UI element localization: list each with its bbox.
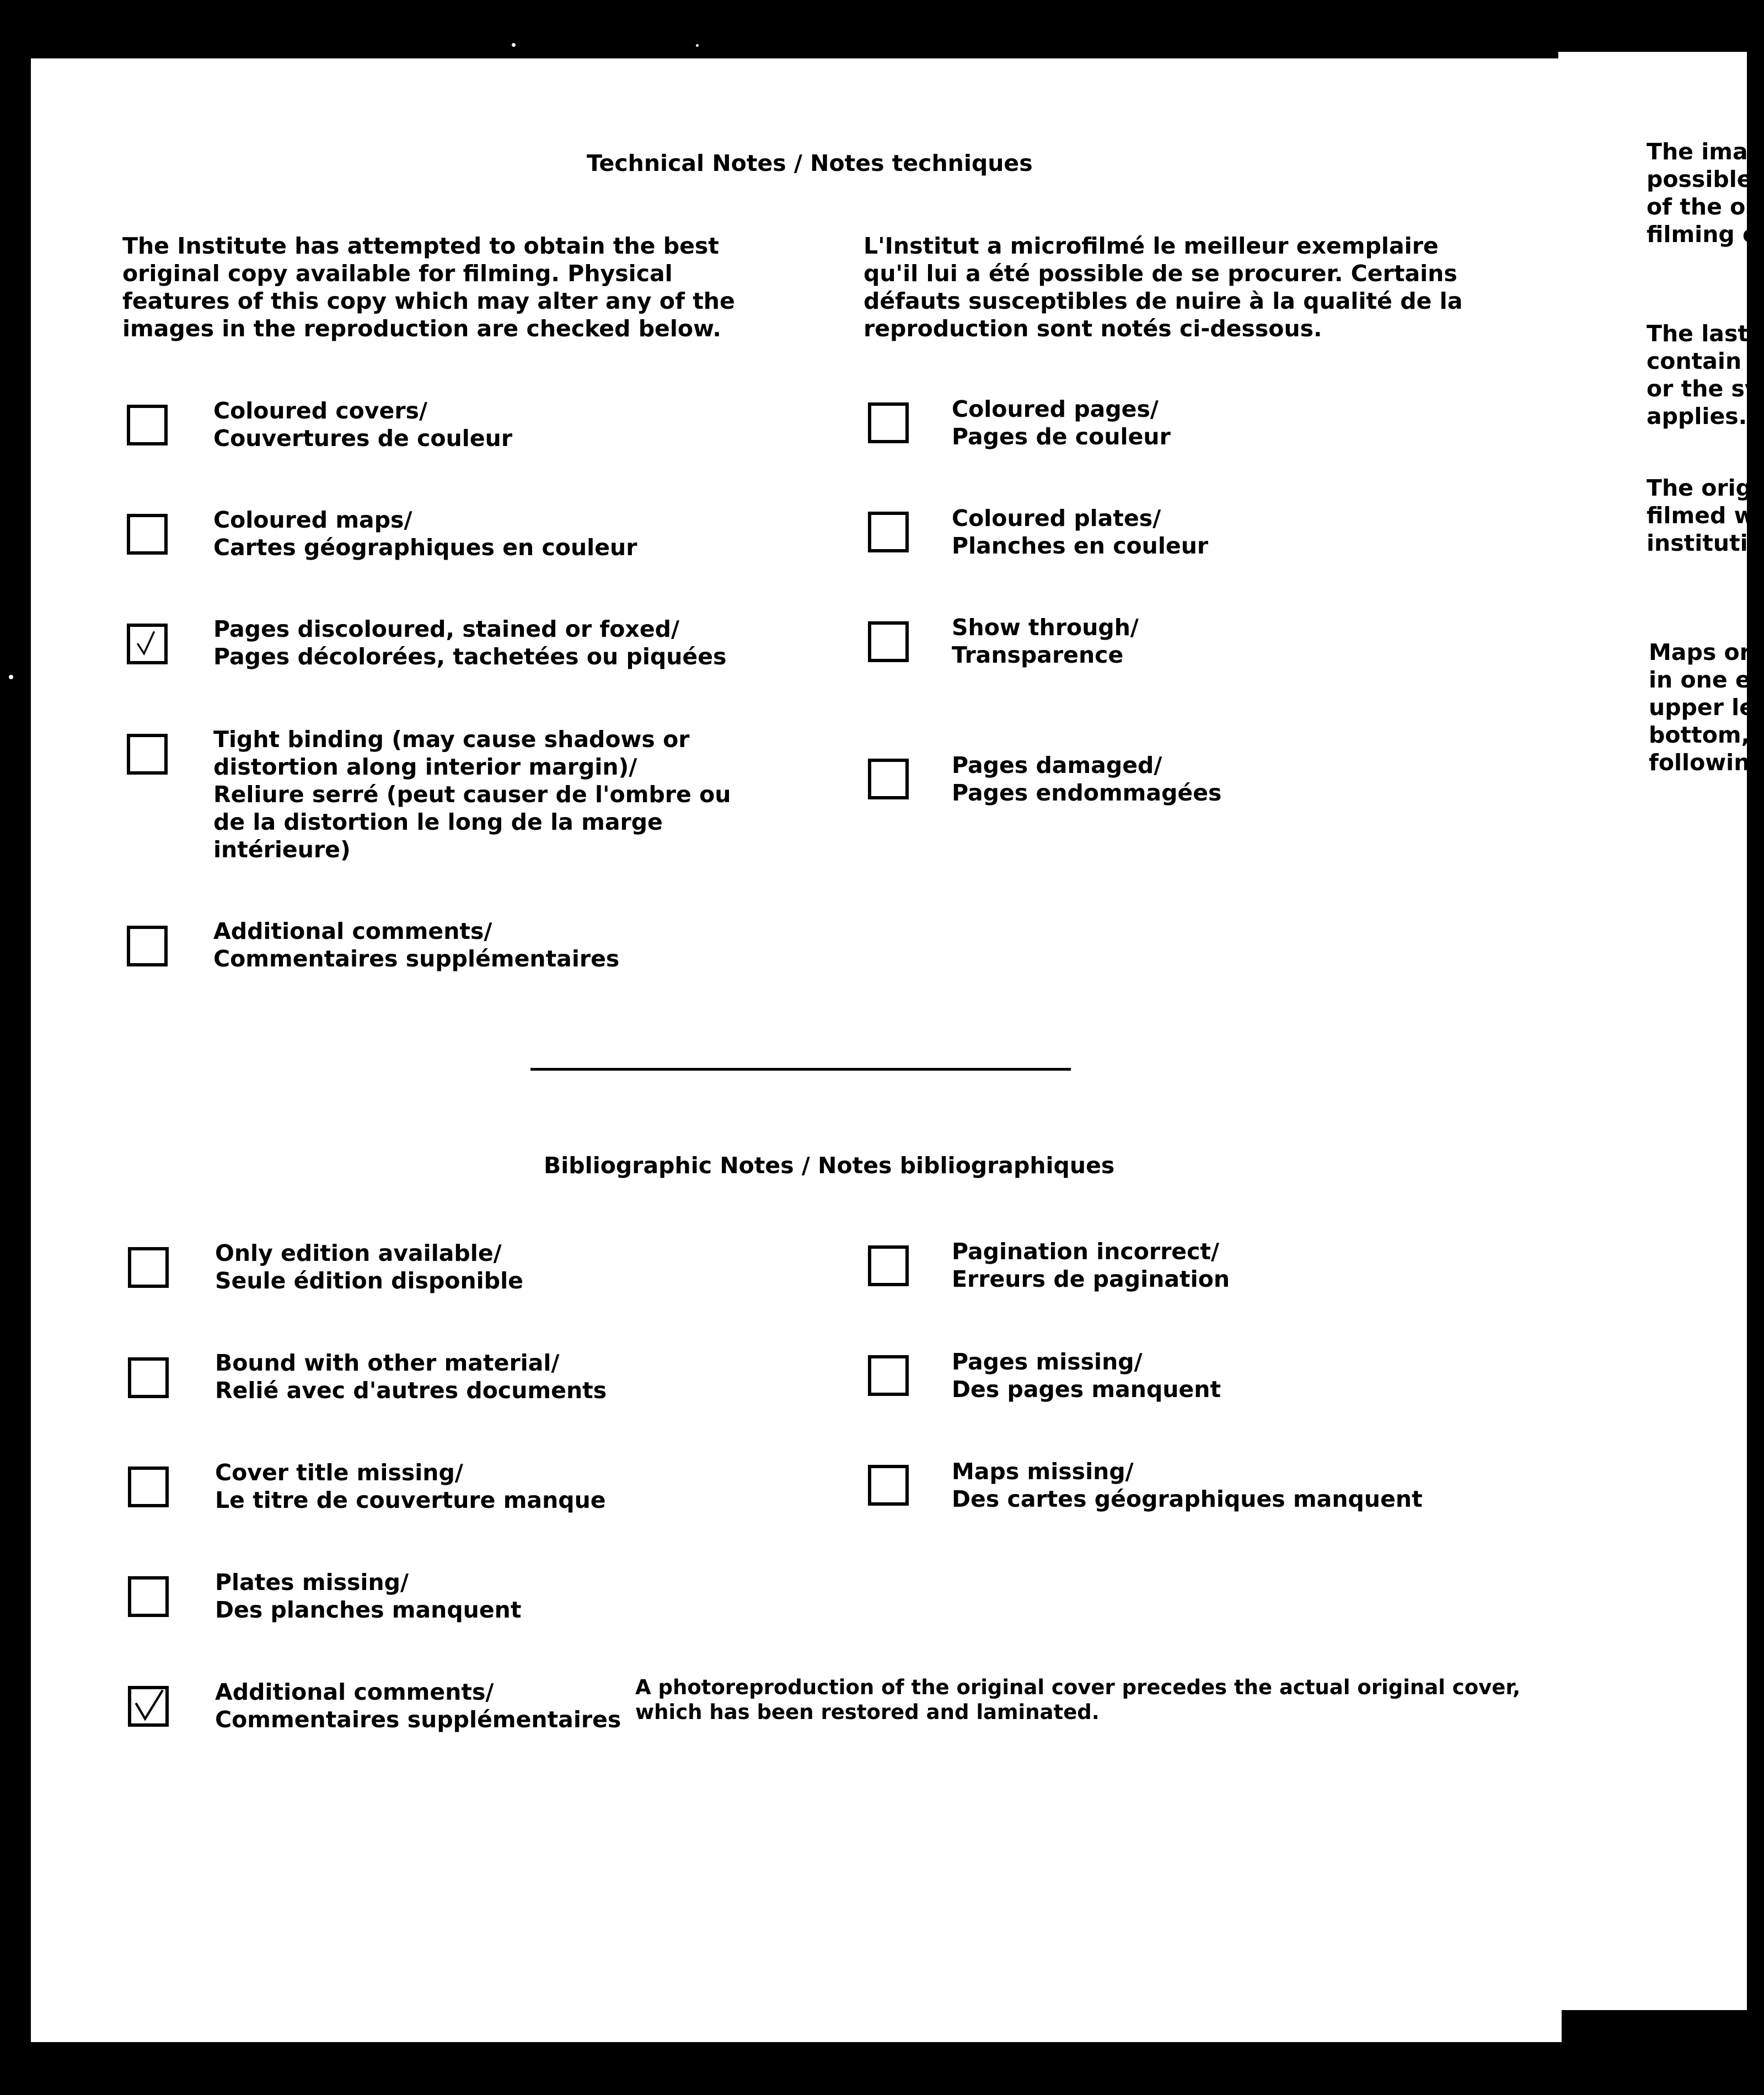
adjacent-line: The imag: [1647, 138, 1764, 165]
show-through-label: Show through/: [952, 614, 1139, 641]
coloured-pages-label: Pages de couleur: [952, 423, 1171, 450]
scan-speck: [1585, 2001, 1590, 2006]
pages-discoloured-checkbox[interactable]: [127, 624, 168, 664]
cover-title-missing-checkbox[interactable]: [128, 1466, 169, 1507]
tight-binding-checkbox[interactable]: [127, 734, 168, 775]
scan-speck: [9, 675, 13, 679]
additional-comments-bibliographic-checkbox[interactable]: [128, 1686, 169, 1727]
coloured-pages-checkbox[interactable]: [868, 402, 909, 443]
additional-comment-text: A photoreproduction of the original cover precedes the actual original cover,: [635, 1675, 1521, 1699]
coloured-maps-label: Cartes géographiques en couleur: [213, 534, 637, 561]
pages-missing-label: Des pages manquent: [952, 1376, 1221, 1403]
coloured-maps-checkbox[interactable]: [127, 514, 168, 555]
checkmark-icon: [130, 627, 164, 661]
maps-missing-label: Maps missing/: [952, 1458, 1134, 1485]
coloured-plates-checkbox[interactable]: [868, 512, 909, 552]
tight-binding-label: Tight binding (may cause shadows or: [213, 726, 690, 753]
show-through-label: Transparence: [952, 642, 1124, 668]
only-edition-label: Seule édition disponible: [215, 1267, 523, 1294]
scan-speck: [512, 43, 516, 47]
tight-binding-label: Reliure serré (peut causer de l'ombre ou: [213, 781, 731, 808]
filming-notes-page: [31, 58, 1562, 2042]
only-edition-checkbox[interactable]: [128, 1247, 169, 1288]
adjacent-line: possible: [1647, 166, 1752, 192]
adjacent-line: upper le: [1649, 694, 1755, 721]
checkmark-icon: [131, 1689, 165, 1723]
adjacent-line: bottom,: [1649, 722, 1750, 748]
pages-damaged-label: Pages endommagées: [952, 780, 1222, 806]
plates-missing-checkbox[interactable]: [128, 1576, 169, 1617]
plates-missing-label: Plates missing/: [215, 1569, 409, 1596]
cover-title-missing-label: Le titre de couverture manque: [215, 1487, 606, 1513]
adjacent-line: Maps or: [1649, 639, 1751, 665]
scan-speck: [696, 44, 699, 47]
coloured-covers-label: Coloured covers/: [213, 397, 427, 424]
pagination-incorrect-label: Pagination incorrect/: [952, 1238, 1219, 1265]
maps-missing-label: Des cartes géographiques manquent: [952, 1486, 1423, 1512]
bound-with-label: Relié avec d'autres documents: [215, 1377, 607, 1404]
pages-damaged-label: Pages damaged/: [952, 752, 1162, 778]
technical-notes-heading: Technical Notes / Notes techniques: [587, 150, 1033, 176]
pages-missing-label: Pages missing/: [952, 1349, 1143, 1375]
additional-comment-text: which has been restored and laminated.: [635, 1700, 1100, 1724]
adjacent-line: in one e: [1649, 667, 1751, 693]
coloured-covers-checkbox[interactable]: [127, 405, 168, 445]
adjacent-line: applies.: [1647, 403, 1747, 429]
cover-title-missing-label: Cover title missing/: [215, 1459, 463, 1486]
only-edition-label: Only edition available/: [215, 1240, 502, 1266]
adjacent-line: institutio: [1647, 530, 1763, 556]
additional-comments-technical-label: Commentaires supplémentaires: [213, 946, 620, 972]
adjacent-line: filming c: [1647, 221, 1756, 248]
plates-missing-label: Des planches manquent: [215, 1597, 522, 1623]
bound-with-checkbox[interactable]: [128, 1357, 169, 1398]
intro-fr-line: L'Institut a microfilmé le meilleur exemplaire: [864, 233, 1439, 259]
pages-missing-checkbox[interactable]: [868, 1355, 909, 1396]
adjacent-line: followin: [1649, 749, 1750, 776]
coloured-maps-label: Coloured maps/: [213, 507, 412, 533]
intro-fr-line: défauts susceptibles de nuire à la qualité de la: [864, 288, 1463, 314]
adjacent-line: filmed w: [1647, 502, 1755, 529]
additional-comments-technical-checkbox[interactable]: [127, 926, 168, 966]
bound-with-label: Bound with other material/: [215, 1350, 560, 1376]
pages-discoloured-label: Pages décolorées, tachetées ou piquées: [213, 643, 727, 670]
bibliographic-notes-heading: Bibliographic Notes / Notes bibliographiques: [544, 1152, 1115, 1179]
pages-damaged-checkbox[interactable]: [868, 759, 909, 799]
coloured-pages-label: Coloured pages/: [952, 396, 1159, 422]
adjacent-line: contain t: [1647, 348, 1761, 374]
coloured-plates-label: Coloured plates/: [952, 505, 1161, 531]
intro-en-line: images in the reproduction are checked below.: [122, 315, 721, 342]
intro-fr-line: reproduction sont notés ci-dessous.: [864, 315, 1322, 342]
adjacent-line: The orig: [1647, 475, 1752, 501]
coloured-plates-label: Planches en couleur: [952, 533, 1209, 559]
additional-comments-bibliographic-label: Commentaires supplémentaires: [215, 1706, 621, 1733]
coloured-covers-label: Couvertures de couleur: [213, 425, 513, 452]
maps-missing-checkbox[interactable]: [868, 1465, 909, 1506]
additional-comments-technical-label: Additional comments/: [213, 918, 492, 944]
section-divider: [530, 1068, 1071, 1071]
tight-binding-label: intérieure): [213, 836, 351, 863]
intro-en-line: The Institute has attempted to obtain the best: [122, 233, 719, 259]
intro-fr-line: qu'il lui a été possible de se procurer. Certains: [864, 260, 1457, 287]
tight-binding-label: distortion along interior margin)/: [213, 754, 637, 780]
adjacent-line: or the sy: [1647, 375, 1760, 402]
show-through-checkbox[interactable]: [868, 621, 909, 662]
pagination-incorrect-label: Erreurs de pagination: [952, 1266, 1230, 1292]
tight-binding-label: de la distortion le long de la marge: [213, 809, 663, 835]
adjacent-line: of the or: [1647, 194, 1757, 220]
pages-discoloured-label: Pages discoloured, stained or foxed/: [213, 616, 679, 642]
adjacent-line: The last: [1647, 320, 1749, 347]
pagination-incorrect-checkbox[interactable]: [868, 1245, 909, 1286]
additional-comments-bibliographic-label: Additional comments/: [215, 1679, 494, 1705]
intro-en-line: features of this copy which may alter any of the: [122, 288, 735, 314]
intro-en-line: original copy available for filming. Physical: [122, 260, 673, 287]
